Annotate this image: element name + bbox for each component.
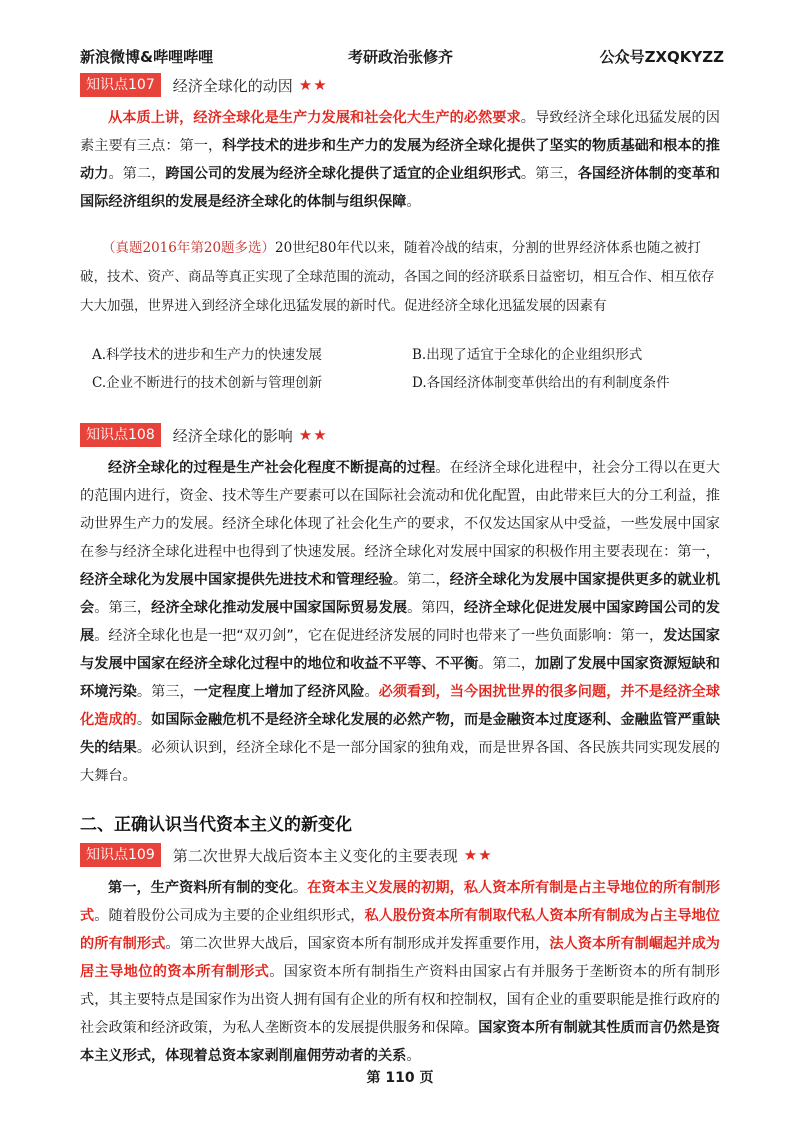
header-social: 新浪微博&哔哩哔哩 — [80, 48, 214, 66]
knowledge-point-107-heading — [80, 72, 328, 98]
page-header — [80, 46, 724, 68]
section-heading: 二、正确认识当代资本主义的新变化 — [80, 815, 352, 835]
exam-question — [80, 234, 720, 321]
knowledge-point-tag: 知识点107 — [80, 73, 161, 97]
option-c: C.企业不断进行的技术创新与管理创新 — [92, 375, 323, 391]
option-b: B.出现了适宜于全球化的企业组织形式 — [412, 347, 643, 363]
star-rating-icon: ★★ — [298, 426, 328, 444]
key-point: 各国经济体制的变革和国际经济组织的发展是经济全球化的体制与组织保障 — [80, 166, 720, 210]
option-d: D.各国经济体制变革供给出的有利制度条件 — [412, 375, 670, 391]
header-author: 考研政治张修齐 — [348, 48, 454, 66]
star-rating-icon: ★★ — [463, 846, 493, 864]
key-point: 科学技术的进步和生产力的发展为经济全球化提供了坚实的物质基础和根本的推动力 — [80, 138, 720, 182]
kp107-paragraph: 从本质上讲，经济全球化是生产力发展和社会化大生产的必然要求。导致经济全球化迅猛发展的因素主要有三点：第一，科学技术的进步和生产力的发展为经济全球化提供了坚实的物质基础和根本的推动力。第二，跨国公司的发展为经济全球化提供了适宜的企业组织形式。第三，各国经济体制的变革和国际经济组织的发展是经济全球化的体制与组织保障。 — [80, 110, 720, 210]
kp108-paragraph: 经济全球化的过程是生产社会化程度不断提高的过程。在经济全球化进程中，社会分工得以在更大的范围内进行，资金、技术等生产要素可以在国际社会流动和优化配置，由此带来巨大的分工利益，推动世界生产力的发展。经济全球化体现了社会化生产的要求，不仅发达国家从中受益，一些发展中国家在参与经济全球化进程中也得到了快速发展。经济全球化对发展中国家的积极作用主要表现在：第一，经济全球化为发展中国家提供先进技术和管理经验。第二，经济全球化为发展中国家提供更多的就业机会。第三，经济全球化推动发展中国家国际贸易发展。第四，经济全球化促进发展中国家跨国公司的发展。经济全球化也是一把“双刃剑”，它在促进经济发展的同时也带来了一些负面影响：第一，发达国家与发展中国家在经济全球化过程中的地位和收益不平等、不平衡。第二，加剧了发展中国家资源短缺和环境污染。第三，一定程度上增加了经济风险。必须看到，当今困扰世界的很多问题，并不是经济全球化造成的。如国际金融危机不是经济全球化发展的必然产物，而是金融资本过度逐利、金融监管严重缺失的结果。必须认识到，经济全球化不是一部分国家的独角戏，而是世界各国、各民族共同实现发展的大舞台。 — [80, 460, 720, 784]
knowledge-point-title: 第二次世界大战后资本主义变化的主要表现 — [172, 846, 458, 865]
option-a: A.科学技术的进步和生产力的快速发展 — [92, 347, 323, 363]
exam-options — [92, 343, 712, 399]
key-sentence: 从本质上讲，经济全球化是生产力发展和社会化大生产的必然要求 — [108, 110, 521, 126]
header-account: 公众号ZXQKYZZ — [599, 48, 724, 66]
exam-question-tag: （真题2016年第20题多选） — [102, 240, 276, 256]
knowledge-point-tag: 知识点109 — [80, 843, 161, 867]
knowledge-point-tag: 知识点108 — [80, 423, 161, 447]
star-rating-icon: ★★ — [298, 76, 328, 94]
knowledge-point-title: 经济全球化的影响 — [172, 426, 293, 445]
kp109-paragraph: 第一，生产资料所有制的变化。在资本主义发展的初期，私人资本所有制是占主导地位的所有制形式。随着股份公司成为主要的企业组织形式，私人股份资本所有制取代私人资本所有制成为占主导地位的所有制形式。第二次世界大战后，国家资本所有制形成并发挥重要作用，法人资本所有制崛起并成为居主导地位的资本所有制形式。国家资本所有制指生产资料由国家占有并服务于垄断资本的所有制形式，其主要特点是国家作为出资人拥有国有企业的所有权和控制权，国有企业的重要职能是推行政府的社会政策和经济政策，为私人垄断资本的发展提供服务和保障。国家资本所有制就其性质而言仍然是资本主义形式，体现着总资本家剥削雇佣劳动者的关系。 — [80, 880, 720, 1064]
exam-question-text: 20世纪80年代以来，随着冷战的结束，分割的世界经济体系也随之被打破，技术、资产、商品等真正实现了全球范围的流动，各国之间的经济联系日益密切，相互合作、相互依存大大加强，世界进入到经济全球化迅猛发展的新时代。促进经济全球化迅猛发展的因素有 — [80, 240, 715, 314]
knowledge-point-109-heading — [80, 842, 493, 868]
key-point: 跨国公司的发展为经济全球化提供了适宜的企业组织形式 — [165, 166, 521, 182]
knowledge-point-title: 经济全球化的动因 — [172, 76, 293, 95]
page-number: 第 110 页 — [366, 1070, 434, 1086]
knowledge-point-108-heading — [80, 422, 328, 448]
